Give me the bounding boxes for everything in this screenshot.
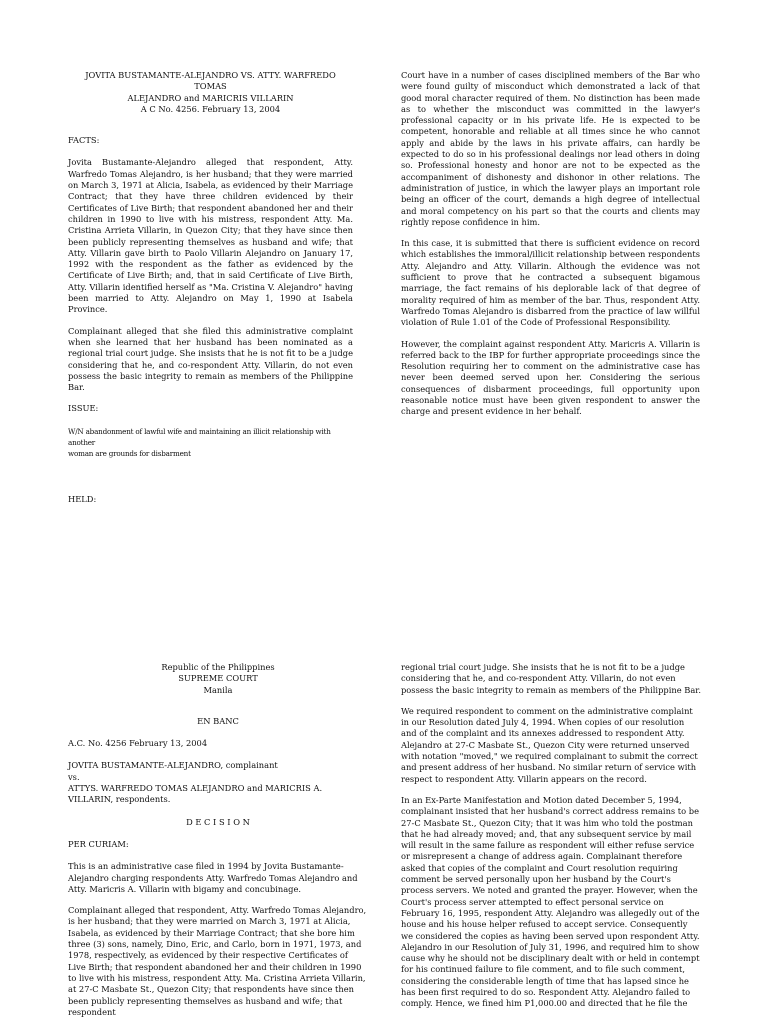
per-curiam-label: PER CURIAM:	[68, 838, 129, 849]
bottom-left-paragraph-1: This is an administrative case filed in 1994 by Jovita Bustamante-Alejandro charging respondents Atty. Warfredo Tomas Alejandro and Atty. Maricris A. Villarin with bigamy and concubinage.	[68, 861, 358, 894]
bottom-left-column	[68, 662, 368, 1028]
case-title-line2: ALEJANDRO and MARICRIS VILLARIN	[127, 92, 294, 103]
top-right-column	[401, 70, 700, 428]
top-right-paragraph-1: Court have in a number of cases disciplined members of the Bar who were found guilty of misconduct which demonstrated a lack of that good moral character required of them. No distinction has been made as to whether the misconduct was committed in the lawyer's professional capacity or in his private life. He is expected to be competent, honorable and reliable at all times since he who cannot apply and abide by the laws in his private affairs, can hardly be expected to do so in his professional dealings nor lead others in doing so. Professional honesty and honor are not to be expected as the accompaniment of dishonesty and dishonor in other relations. The administration of justice, in which the lawyer plays an important role being an officer of the court, demands a high degree of intellectual and moral competency on his part so that the courts and clients may rightly repose confidence in him.	[401, 70, 700, 227]
case-title-line1: JOVITA BUSTAMANTE-ALEJANDRO VS. ATTY. WARFREDO TOMAS	[85, 70, 336, 92]
facts-paragraph-1: Jovita Bustamante-Alejandro alleged that respondent, Atty. Warfredo Tomas Alejandro, is her husband; that they were married on March 3, 1971 at Alicia, Isabela, as evidenced by their Marriage Contract; that they have three children evidenced by their Certificates of Live Birth; that respondent abandoned her and their children in 1990 to live with his mistress, respondent Atty. Ma. Cristina Arrieta Villarin, in Quezon City; that they have since then been publicly representing themselves as husband and wife; that Atty. Villarin gave birth to Paolo Villarin Alejandro on January 17, 1992 with the respondent as the father as evidenced by the Certificate of Live Birth; and, that in said Certificate of Live Birth, Atty. Villarin identified herself as "Ma. Cristina V. Alejandro" having been married to Atty. Alejandro on May 1, 1990 at Isabela Province.	[68, 157, 353, 315]
bottom-right-paragraph-2: We required respondent to comment on the administrative complaint in our Resolution dated July 4, 1994. When copies of our resolution and of the complaint and its annexes addressed to respondent Atty. Alejandro at 27-C Masbate St., Quezon City were returned unserved with notation "moved," we required complainant to submit the correct and present address of her husband. No similar return of service with respect to respondent Atty. Villarin appears on the record.	[401, 705, 698, 784]
court-header-2: SUPREME COURT	[178, 673, 258, 684]
top-right-paragraph-2: In this case, it is submitted that there is sufficient evidence on record which establishes the immoral/illicit relationship between respondents Atty. Alejandro and Atty. Villarin. Although the evidence was not sufficient to prove that he contracted a subsequent bigamous marriage, the fact remains of his deplorable lack of that degree of morality required of him as member of the bar. Thus, respondent Atty. Warfredo Tomas Alejandro is disbarred from the practice of law willful violation of Rule 1.01 of the Code of Professional Responsibility.	[401, 238, 700, 328]
top-page	[0, 0, 768, 512]
court-header-3: Manila	[203, 684, 233, 695]
case-number: A.C. No. 4256 February 13, 2004	[68, 738, 208, 749]
party-complainant: JOVITA BUSTAMANTE-ALEJANDRO, complainant	[68, 760, 278, 771]
decision-heading: D E C I S I O N	[186, 816, 250, 827]
bottom-left-paragraph-2: Complainant alleged that respondent, Atty. Warfredo Tomas Alejandro, is her husband; that they were married on March 3, 1971 at Alicia, Isabela, as evidenced by their Marriage Contract; that she bore him three (3) sons, namely, Dino, Eric, and Carlo, born in 1971, 1973, and 1978, respectively, as evidenced by their respective Certificates of Live Birth; that respondent abandoned her and their children in 1990 to live with his mistress, respondent Atty. Ma. Cristina Arrieta Villarin, at 27-C Masbate St., Quezon City; that respondents have since then been publicly representing themselves as husband and wife; that respondent	[68, 905, 367, 1017]
issue-line-2: woman are grounds for disbarment	[68, 449, 191, 459]
bottom-page	[0, 512, 768, 1024]
held-heading: HELD:	[68, 493, 97, 504]
party-respondents: ATTYS. WARFREDO TOMAS ALEJANDRO and MARICRIS A. VILLARIN, respondents.	[68, 783, 323, 805]
top-right-paragraph-3: However, the complaint against respondent Atty. Maricris A. Villarin is referred back to the IBP for further appropriate proceedings since the Resolution requiring her to comment on the administrative case has never been deemed served upon her. Considering the serious consequences of disbarment proceedings, full opportunity upon reasonable notice must have been given respondent to answer the charge and present evidence in her behalf.	[401, 338, 700, 417]
facts-paragraph-2: Complainant alleged that she filed this administrative complaint when she learned that her husband has been nominated as a regional trial court judge. She insists that he is not fit to be a judge considering that he, and co-respondent Atty. Villarin, do not even possess the basic integrity to remain as members of the Philippine Bar.	[68, 325, 353, 393]
en-banc-label: EN BANC	[197, 715, 239, 726]
issue-heading: ISSUE:	[68, 403, 99, 414]
issue-line-1: W/N abandonment of lawful wife and maintaining an illicit relationship with another	[68, 426, 331, 448]
versus-label: vs.	[68, 771, 80, 782]
bottom-right-column	[401, 662, 701, 1020]
bottom-right-paragraph-1: regional trial court judge. She insists that he is not fit to be a judge considering that he, and co-respondent Atty. Villarin, do not even possess the basic integrity to remain as members of the Philippine Bar.	[401, 662, 701, 695]
court-header-1: Republic of the Philippines	[161, 662, 275, 672]
facts-heading: FACTS:	[68, 135, 100, 146]
case-title-line3: A C No. 4256. February 13, 2004	[140, 103, 281, 114]
bottom-right-paragraph-3: In an Ex-Parte Manifestation and Motion dated December 5, 1994, complainant insisted that her husband's correct address remains to be 27-C Masbate St., Quezon City; that it was him who told the postman that he had already moved; and, that any subsequent service by mail will result in the same failure as respondent will either refuse service or misrepresent a change of address again. Complainant therefore asked that copies of the complaint and Court resolution requiring comment be served personally upon her husband by the Court's process servers. We noted and granted the prayer. However, when the Court's process server attempted to effect personal service on February 16, 1995, respondent Atty. Alejandro was allegedly out of the house and his house helper refused to accept service. Consequently we considered the copies as having been served upon respondent Atty. Alejandro in our Resolution of July 31, 1996, and required him to show cause why he should not be disciplinary dealt with or held in contempt for his continued failure to file comment, and to file such comment, considering the considerable length of time that has lapsed since he has been first required to do so. Respondent Atty. Alejandro failed to comply. Hence, we fined him P1,000.00 and directed that he file the	[401, 794, 700, 1009]
top-left-column	[68, 70, 353, 560]
